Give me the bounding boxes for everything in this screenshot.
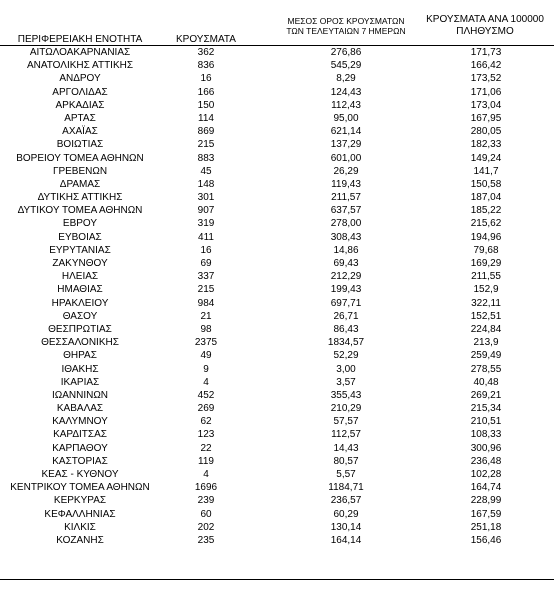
cell-per-100000: 152,9: [473, 284, 499, 296]
cell-avg: 355,43: [330, 389, 362, 401]
table-bottom-divider: [0, 579, 554, 580]
cell-per-100000: 210,51: [470, 416, 502, 428]
table-row: [0, 428, 554, 441]
table-row: [0, 178, 554, 191]
cell-per-100000: 228,99: [470, 495, 502, 507]
table-row: [0, 231, 554, 244]
cell-avg: 14,43: [333, 442, 359, 454]
cell-cases: 362: [197, 47, 215, 58]
cell-region: ΔΥΤΙΚΗΣ ΑΤΤΙΚΗΣ: [37, 192, 123, 204]
cell-region: ΚΙΛΚΙΣ: [64, 521, 96, 533]
cell-cases: 202: [197, 521, 215, 533]
cell-region: ΕΒΡΟΥ: [62, 218, 98, 230]
cell-avg: 164,14: [330, 534, 362, 546]
cell-per-100000: 108,33: [470, 429, 502, 441]
cell-avg: 212,29: [330, 271, 362, 283]
cell-avg: 14,86: [333, 244, 359, 256]
cell-per-100000: 215,62: [470, 218, 502, 230]
cell-cases: 883: [197, 152, 215, 164]
cell-region: ΕΥΒΟΙΑΣ: [58, 231, 102, 243]
cell-per-100000: 171,06: [470, 86, 502, 98]
cell-avg: 210,29: [330, 403, 362, 415]
cell-cases: 123: [197, 429, 215, 441]
cell-region: ΓΡΕΒΕΝΩΝ: [52, 165, 108, 177]
table-row: [0, 402, 554, 415]
cell-cases: 4: [203, 376, 209, 388]
cell-per-100000: 173,52: [470, 73, 502, 85]
cell-per-100000: 215,34: [470, 403, 502, 415]
cell-cases: 150: [197, 99, 215, 111]
cell-avg: 112,57: [331, 429, 361, 441]
cell-avg: 95,00: [333, 112, 359, 124]
cell-avg: 80,57: [333, 455, 359, 467]
cell-avg: 308,43: [330, 231, 362, 243]
cell-avg: 621,14: [330, 126, 362, 138]
cell-avg: 8,29: [336, 73, 356, 85]
header-region: ΠΕΡΙΦΕΡΕΙΑΚΗ ΕΝΟΤΗΤΑ: [17, 34, 143, 45]
table-row: [0, 217, 554, 230]
table-row: [0, 283, 554, 296]
cell-region: ΚΑΡΠΑΘΟΥ: [52, 442, 108, 454]
cell-avg: 545,29: [330, 60, 362, 72]
header-avg-line1: ΜΕΣΟΣ ΟΡΟΣ ΚΡΟΥΣΜΑΤΩΝ: [287, 16, 405, 26]
table-row: [0, 46, 554, 59]
cell-region: ΑΧΑΪΑΣ: [62, 126, 98, 138]
cell-per-100000: 149,24: [470, 152, 502, 164]
cell-per-100000: 167,59: [470, 508, 502, 520]
cell-cases: 869: [197, 126, 215, 138]
table-row: [0, 363, 554, 376]
table-row: [0, 389, 554, 402]
cell-region: ΑΡΤΑΣ: [64, 112, 96, 124]
table-row: [0, 191, 554, 204]
cell-cases: 215: [197, 139, 215, 151]
cell-region: ΚΑΛΥΜΝΟΥ: [52, 416, 108, 428]
cell-cases: 49: [200, 350, 212, 362]
table-row: [0, 481, 554, 494]
table-row: [0, 508, 554, 521]
cell-region: ΒΟΡΕΙΟΥ ΤΟΜΕΑ ΑΘΗΝΩΝ: [16, 152, 144, 164]
cell-region: ΘΑΣΟΥ: [62, 310, 98, 322]
cell-region: ΚΕΦΑΛΛΗΝΙΑΣ: [44, 508, 116, 520]
cell-per-100000: 167,95: [470, 112, 502, 124]
cell-cases: 984: [197, 297, 215, 309]
table-body: [0, 46, 554, 547]
cell-cases: 4: [203, 469, 209, 480]
cell-per-100000: 182,33: [470, 139, 502, 151]
table-row: [0, 125, 554, 138]
cell-cases: 2375: [194, 337, 218, 349]
cell-cases: 60: [200, 508, 212, 520]
cell-per-100000: 141,7: [473, 165, 499, 177]
table-row: [0, 468, 554, 481]
cell-avg: 637,57: [330, 205, 362, 217]
cell-avg: 697,71: [330, 297, 362, 309]
cell-per-100000: 211,55: [471, 271, 501, 283]
cell-region: ΑΝΔΡΟΥ: [59, 73, 101, 85]
table-row: [0, 336, 554, 349]
cell-per-100000: 278,55: [470, 363, 502, 375]
cell-per-100000: 259,49: [470, 350, 502, 362]
table-row: [0, 244, 554, 257]
table-row: [0, 112, 554, 125]
cell-region: ΑΝΑΤΟΛΙΚΗΣ ΑΤΤΙΚΗΣ: [26, 60, 134, 72]
table-row: [0, 323, 554, 336]
cell-region: ΙΩΑΝΝΙΝΩΝ: [51, 389, 109, 401]
cell-cases: 166: [197, 86, 215, 98]
table-row: [0, 99, 554, 112]
cell-per-100000: 171,73: [470, 47, 502, 58]
cell-avg: 26,71: [333, 310, 359, 322]
cell-cases: 235: [197, 534, 215, 546]
cell-cases: 16: [200, 244, 212, 256]
cell-cases: 239: [197, 495, 215, 507]
cell-per-100000: 164,74: [470, 482, 502, 494]
header-avg-line2: ΤΩΝ ΤΕΛΕΥΤΑΙΩΝ 7 ΗΜΕΡΩΝ: [286, 26, 406, 36]
cell-region: ΚΟΖΑΝΗΣ: [56, 534, 104, 546]
cell-per-100000: 150,58: [470, 178, 502, 190]
cell-cases: 148: [197, 178, 215, 190]
cell-avg: 3,57: [336, 376, 356, 388]
table-row: [0, 297, 554, 310]
cell-avg: 278,00: [330, 218, 362, 230]
cell-avg: 60,29: [333, 508, 359, 520]
table-row: [0, 86, 554, 99]
cell-region: ΚΑΒΑΛΑΣ: [56, 403, 104, 415]
cell-region: ΚΕΑΣ - ΚΥΘΝΟΥ: [41, 469, 119, 480]
cell-avg: 124,43: [330, 86, 362, 98]
table-row: [0, 442, 554, 455]
cell-avg: 3,00: [336, 363, 356, 375]
cell-region: ΙΘΑΚΗΣ: [61, 363, 99, 375]
cell-per-100000: 300,96: [470, 442, 502, 454]
cell-per-100000: 169,29: [470, 258, 502, 269]
cell-region: ΒΟΙΩΤΙΑΣ: [56, 139, 104, 151]
cell-region: ΘΕΣΣΑΛΟΝΙΚΗΣ: [41, 337, 119, 349]
cell-per-100000: 194,96: [470, 231, 502, 243]
cell-region: ΔΥΤΙΚΟΥ ΤΟΜΕΑ ΑΘΗΝΩΝ: [17, 205, 143, 217]
cell-region: ΔΡΑΜΑΣ: [59, 178, 101, 190]
cell-avg: 211,57: [331, 192, 361, 204]
header-per-line2: ΠΛΗΘΥΣΜΟ: [456, 26, 514, 37]
cell-avg: 52,29: [333, 350, 359, 362]
header-per-line1: ΚΡΟΥΣΜΑΤΑ ΑΝΑ 100000: [426, 14, 544, 25]
header-cases: ΚΡΟΥΣΜΑΤΑ: [176, 34, 236, 45]
cell-region: ΑΙΤΩΛΟΑΚΑΡΝΑΝΙΑΣ: [29, 47, 131, 58]
cell-avg: 86,43: [333, 323, 359, 335]
cell-region: ΗΛΕΙΑΣ: [61, 271, 99, 283]
table-row: [0, 415, 554, 428]
cell-avg: 57,57: [333, 416, 359, 428]
table-row: [0, 257, 554, 270]
cell-region: ΚΕΝΤΡΙΚΟΥ ΤΟΜΕΑ ΑΘΗΝΩΝ: [10, 482, 150, 494]
table-row: [0, 494, 554, 507]
cell-avg: 5,57: [336, 469, 356, 480]
cell-cases: 337: [197, 271, 215, 283]
cell-cases: 98: [200, 323, 212, 335]
cell-per-100000: 166,42: [470, 60, 502, 72]
cell-cases: 301: [197, 192, 215, 204]
cell-region: ΑΡΓΟΛΙΔΑΣ: [52, 86, 108, 98]
cell-region: ΚΑΣΤΟΡΙΑΣ: [52, 455, 108, 467]
cell-avg: 236,57: [330, 495, 362, 507]
cell-region: ΘΕΣΠΡΩΤΙΑΣ: [48, 323, 112, 335]
cell-per-100000: 173,04: [470, 99, 502, 111]
cell-per-100000: 79,68: [473, 244, 499, 256]
header-avg-7-days: [276, 16, 416, 36]
table-row: [0, 310, 554, 323]
cell-cases: 836: [197, 60, 215, 72]
cell-cases: 119: [198, 455, 214, 467]
table-row: [0, 534, 554, 547]
cell-region: ΗΜΑΘΙΑΣ: [57, 284, 103, 296]
cell-cases: 319: [197, 218, 215, 230]
table-row: [0, 455, 554, 468]
cell-cases: 114: [198, 112, 214, 124]
cell-per-100000: 213,9: [473, 337, 499, 349]
cell-avg: 1834,57: [327, 337, 365, 349]
cell-per-100000: 224,84: [470, 323, 502, 335]
cell-cases: 16: [200, 73, 212, 85]
table-row: [0, 376, 554, 389]
cell-avg: 1184,71: [328, 482, 364, 494]
cell-per-100000: 280,05: [470, 126, 502, 138]
cell-per-100000: 40,48: [473, 376, 499, 388]
table-row: [0, 72, 554, 85]
cell-per-100000: 185,22: [470, 205, 502, 217]
table-row: [0, 521, 554, 534]
table-row: [0, 152, 554, 165]
cell-cases: 22: [200, 442, 212, 454]
cell-avg: 137,29: [330, 139, 362, 151]
cell-avg: 119,43: [331, 178, 361, 190]
cell-per-100000: 251,18: [470, 521, 502, 533]
cell-region: ΕΥΡΥΤΑΝΙΑΣ: [49, 244, 111, 256]
table-row: [0, 138, 554, 151]
cell-avg: 601,00: [330, 152, 362, 164]
cell-cases: 269: [197, 403, 215, 415]
cell-region: ΑΡΚΑΔΙΑΣ: [55, 99, 105, 111]
cell-region: ΚΑΡΔΙΤΣΑΣ: [53, 429, 107, 441]
cell-region: ΙΚΑΡΙΑΣ: [60, 376, 100, 388]
cell-per-100000: 269,21: [470, 389, 502, 401]
table-row: [0, 270, 554, 283]
cell-cases: 411: [198, 231, 214, 243]
cell-per-100000: 322,11: [471, 297, 501, 309]
table-row: [0, 204, 554, 217]
header-per-100000: [416, 14, 554, 38]
cell-cases: 69: [200, 258, 212, 269]
cell-avg: 199,43: [330, 284, 362, 296]
cell-region: ΘΗΡΑΣ: [63, 350, 97, 362]
table-row: [0, 349, 554, 362]
cell-region: ΚΕΡΚΥΡΑΣ: [53, 495, 107, 507]
cell-avg: 26,29: [333, 165, 359, 177]
cell-cases: 9: [203, 363, 209, 375]
cell-cases: 907: [197, 205, 215, 217]
cell-region: ΖΑΚΥΝΘΟΥ: [52, 258, 108, 269]
cell-per-100000: 236,48: [470, 455, 502, 467]
cell-region: ΗΡΑΚΛΕΙΟΥ: [51, 297, 109, 309]
cell-avg: 69,43: [333, 258, 359, 269]
cell-per-100000: 152,51: [470, 310, 502, 322]
cell-per-100000: 156,46: [470, 534, 502, 546]
cell-cases: 452: [197, 389, 215, 401]
cell-per-100000: 187,04: [470, 192, 502, 204]
table-row: [0, 165, 554, 178]
cell-avg: 130,14: [330, 521, 362, 533]
cell-avg: 276,86: [330, 47, 362, 58]
cell-cases: 62: [200, 416, 212, 428]
cell-cases: 1696: [194, 482, 218, 494]
cell-cases: 45: [200, 165, 212, 177]
cell-cases: 21: [200, 310, 212, 322]
cell-per-100000: 102,28: [470, 469, 502, 480]
cell-cases: 215: [197, 284, 215, 296]
cell-avg: 112,43: [331, 99, 361, 111]
table-row: [0, 59, 554, 72]
